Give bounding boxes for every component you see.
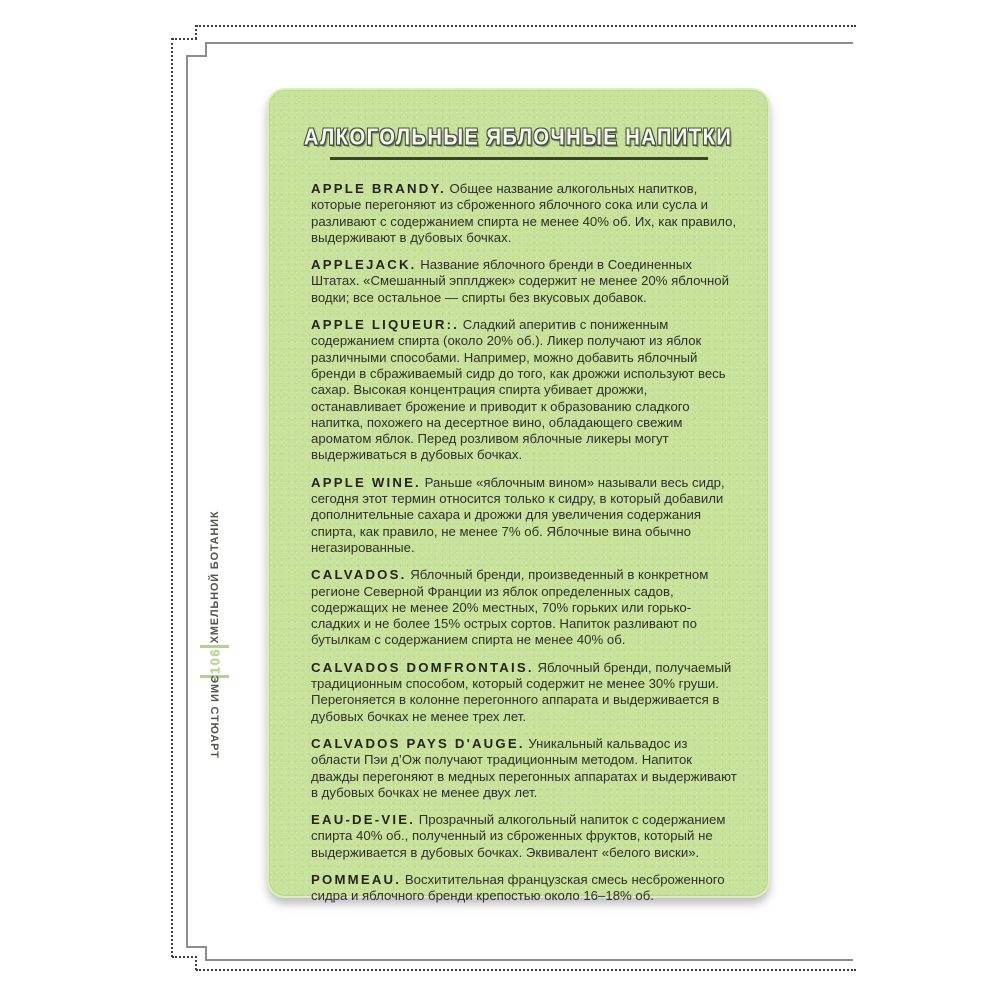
panel-title-wrap — [269, 126, 768, 160]
frame-solid-top — [206, 42, 853, 44]
entry — [311, 660, 738, 725]
panel-title-underline — [330, 157, 708, 160]
entry-term: APPLE WINE. — [311, 474, 421, 490]
author-vertical: ЭМИ СТЮАРТ — [208, 675, 220, 759]
entry-term: APPLE LIQUEUR:. — [311, 317, 460, 333]
entry-term: APPLE BRANDY. — [311, 181, 446, 196]
entry-definition: Прозрачный алкогольный напиток с содержанием спирта 40% об., полученный из сброженных фруктов, который не выдерживается в дубовых бочках. Эквивалент «белого виски». — [311, 812, 726, 860]
entry-definition: Яблочный бренди, произведенный в конкретном регионе Северной Франции из яблок определенных садов, содержащих не менее 20% местных, 70% горьких или горько-сладких и не более 15% острых сортов. Напиток разливают по бутылкам с содержанием спирта не менее 40% об. — [311, 567, 709, 648]
frame-dotted-bottomleft-step-v — [195, 956, 197, 970]
info-panel — [267, 88, 770, 904]
entry-term: CALVADOS DOMFRONTAIS. — [311, 659, 534, 675]
entry-definition: Название яблочного бренди в Соединенных Штатах. «Смешанный эпплджек» содержит не менее 20% яблочной водки; все остальное — спирты без вкусовых добавок. — [311, 257, 729, 305]
frame-dotted-left — [171, 38, 173, 957]
entry — [311, 567, 738, 648]
frame-solid-left — [186, 55, 188, 948]
entry-term: CALVADOS. — [311, 567, 407, 583]
entry-definition: Сладкий аперитив с пониженным содержанием спирта (около 20% об.). Ликер получают из яблок различными способами. Например, можно добавить яблочный бренди в сбраживаемый сидр до того, как дрожжи используют весь сахар. Высокая концентрация спирта убивает дрожжи, останавливает брожение и приводит к образованию сладкого напитка, похожего на десертное вино, обладающего свежим ароматом яблок. Перед розливом яблочные ликеры могут выдерживаться в дубовых бочках. — [311, 317, 726, 463]
entry-definition: Общее название алкогольных напитков, которые перегоняют из сброженного яблочного сока или сусла и разливают с содержанием спирта не менее 40% об. Их, как правило, выдерживают в дубовых бочках. — [311, 181, 737, 245]
entry-term: CALVADOS PAYS D'AUGE. — [311, 735, 525, 751]
entry-definition: Восхитительная французская смесь несброженного сидра и яблочного бренди крепостью около 16–18% об. — [311, 871, 725, 904]
panel-title: АЛКОГОЛЬНЫЕ ЯБЛОЧНЫЕ НАПИТКИ — [304, 124, 733, 151]
frame-solid-bottomleft-step-h — [187, 946, 207, 948]
entry — [311, 736, 738, 801]
entry — [311, 475, 738, 556]
entry — [311, 317, 738, 464]
entry-term: EAU-DE-VIE. — [311, 812, 416, 828]
frame-dotted-topleft-step-h — [172, 38, 197, 40]
frame-dotted-bottom — [196, 969, 856, 971]
entry-definition: Раньше «яблочным вином» называли весь сидр, сегодня этот термин относится только к сидру, в который добавили дополнительные сахара и дрожжи для увеличения содержания спирта, как правило, не менее 7% об. Яблочные вина обычно негазированные. — [311, 474, 725, 555]
frame-solid-topleft-step-h — [187, 55, 207, 57]
frame-dotted-top — [196, 25, 856, 27]
frame-dotted-bottomleft-step-h — [172, 956, 197, 958]
entry — [311, 181, 738, 246]
page-number: 106 — [207, 647, 223, 675]
frame-dotted-topleft-step-v — [195, 25, 197, 39]
entry-definition: Уникальный кальвадос из области Пэи д’Ож получают традиционным методом. Напиток дважды перегоняют в медных перегонных аппаратах и выдерживают в дубовых бочках не менее двух лет. — [311, 735, 737, 800]
entry-term: POMMEAU. — [311, 871, 402, 887]
entry-definition: Яблочный бренди, получаемый традиционным способом, который содержит не менее 30% груши. Перегоняется в колонне перегонного аппарата и выдерживается в дубовых бочках не менее трех лет. — [311, 659, 732, 724]
entry — [311, 812, 738, 861]
entry — [311, 872, 738, 905]
book-title-vertical: ХМЕЛЬНОЙ БОТАНИК — [209, 510, 221, 644]
frame-solid-bottom — [206, 959, 853, 961]
entries-list — [311, 181, 738, 905]
entry — [311, 257, 738, 306]
entry-term: APPLEJACK. — [311, 257, 417, 273]
